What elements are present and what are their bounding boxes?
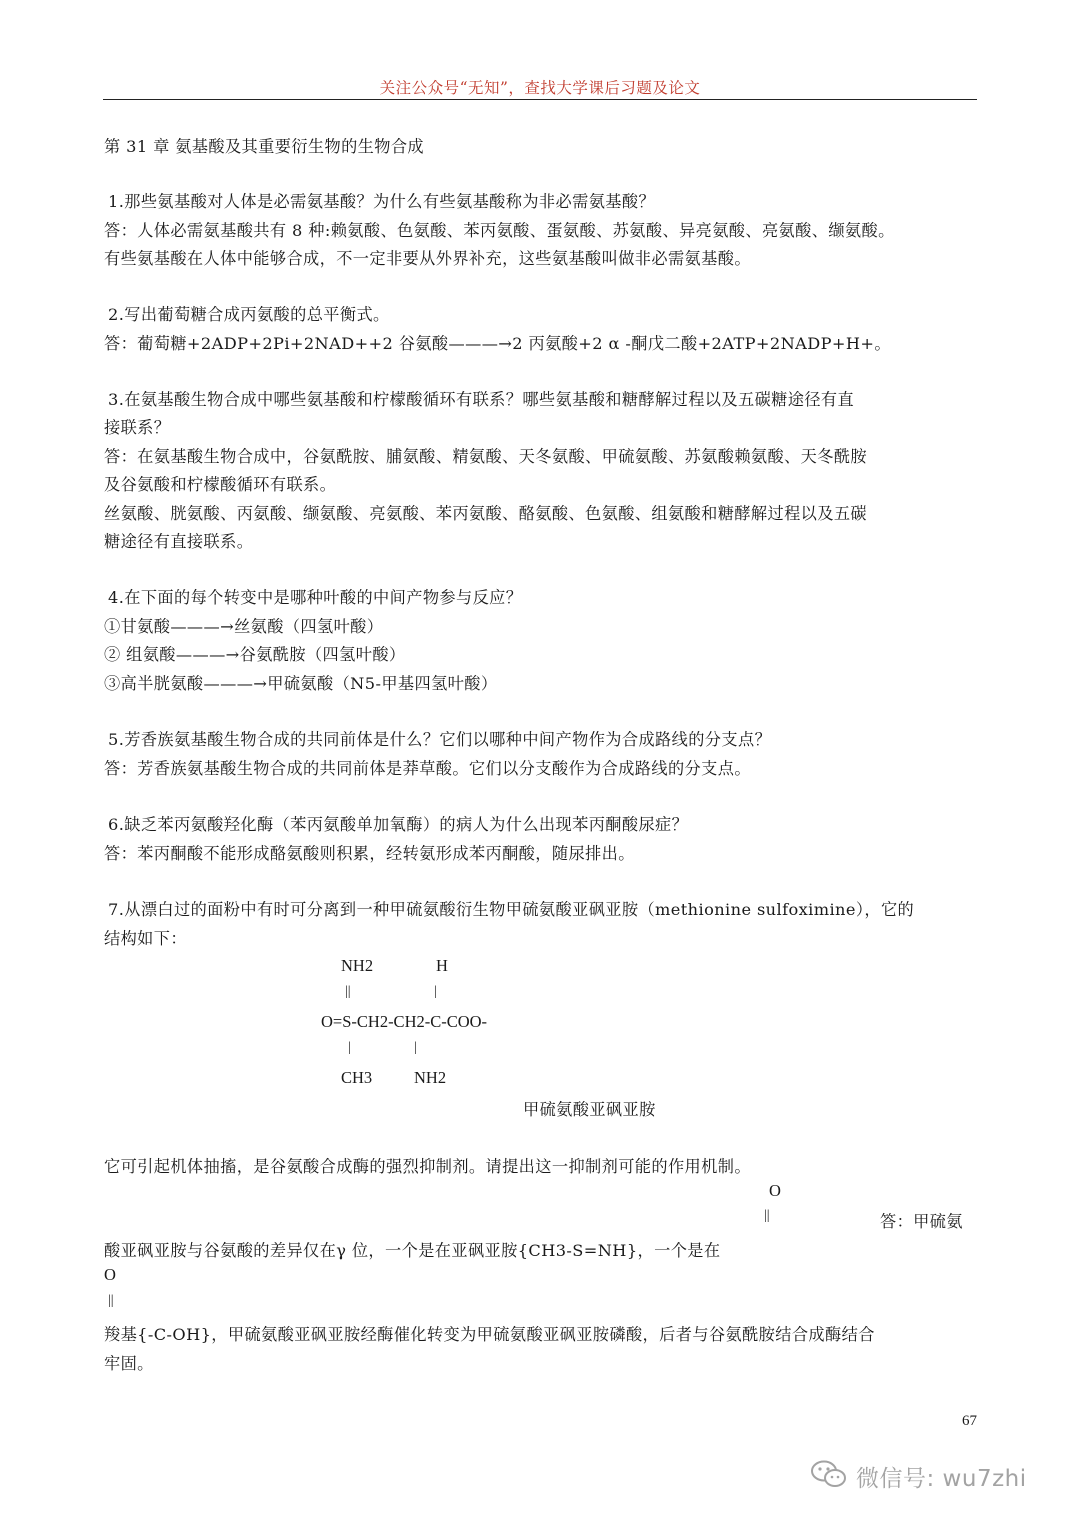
- q4-item-2: ② 组氨酸———→谷氨酰胺（四氢叶酸）: [104, 645, 406, 664]
- formula-caption: 甲硫氨酸亚砜亚胺: [523, 1100, 656, 1119]
- q3-answer-line2: 及谷氨酸和柠檬酸循环有联系。: [104, 475, 337, 494]
- formula-single-bond-right: |: [414, 1040, 417, 1055]
- formula-single-bond-left: |: [348, 1040, 351, 1055]
- q4-question: 4.在下面的每个转变中是哪种叶酸的中间产物参与反应？: [108, 588, 523, 607]
- q3-question-line1: 3.在氨基酸生物合成中哪些氨基酸和柠檬酸循环有联系？哪些氨基酸和糖酵解过程以及五碳糖途径有直: [108, 390, 855, 409]
- q5-answer: 答：芳香族氨基酸生物合成的共同前体是莽草酸。它们以分支酸作为合成路线的分支点。: [104, 759, 751, 778]
- carbonyl-o-label: O: [769, 1181, 781, 1200]
- q7-question-line1: 7.从漂白过的面粉中有时可分离到一种甲硫氨酸衍生物甲硫氨酸亚砜亚胺（methionine sulfoximine），它的: [108, 900, 915, 919]
- q3-question-line2: 接联系？: [104, 418, 171, 437]
- formula-double-bond: ||: [345, 984, 351, 999]
- formula-single-bond-top: |: [434, 984, 437, 999]
- q3-answer-line3: 丝氨酸、胱氨酸、丙氨酸、缬氨酸、亮氨酸、苯丙氨酸、酪氨酸、色氨酸、组氨酸和糖酵解过程以及五碳: [104, 504, 868, 523]
- chapter-title: 第 31 章 氨基酸及其重要衍生物的生物合成: [104, 137, 425, 156]
- q2-question: 2.写出葡萄糖合成丙氨酸的总平衡式。: [108, 305, 390, 324]
- q7-paragraph-4: 牢固。: [104, 1354, 154, 1373]
- watermark-text: 微信号: wu7zhi: [856, 1466, 1027, 1492]
- reaction-arrow: ———→: [448, 334, 513, 353]
- q4-item-3: ③高半胱氨酸———→甲硫氨酸（N5-甲基四氢叶酸）: [104, 674, 498, 693]
- q3-answer-line4: 糖途径有直接联系。: [104, 532, 254, 551]
- q1-answer-line2: 有些氨基酸在人体中能够合成，不一定非要从外界补充，这些氨基酸叫做非必需氨基酸。: [104, 249, 751, 268]
- q6-question: 6.缺乏苯丙氨酸羟化酶（苯丙氨酸单加氧酶）的病人为什么出现苯丙酮酸尿症？: [108, 815, 689, 834]
- q2-answer: [104, 330, 891, 354]
- formula-h-top: H: [436, 956, 448, 975]
- q7-paragraph-1: 它可引起机体抽搐，是谷氨酸合成酶的强烈抑制剂。请提出这一抑制剂可能的作用机制。: [104, 1157, 751, 1176]
- q1-question: 1.那些氨基酸对人体是必需氨基酸？为什么有些氨基酸称为非必需氨基酸？: [108, 192, 656, 211]
- q7-answer-start: 答：甲硫氨: [880, 1212, 963, 1231]
- formula-main-chain: O=S-CH2-CH2-C-COO-: [321, 1012, 488, 1031]
- page-number: 67: [962, 1413, 977, 1429]
- q6-answer: 答：苯丙酮酸不能形成酪氨酸则积累，经转氨形成苯丙酮酸，随尿排出。: [104, 844, 635, 863]
- q7-paragraph-2: 酸亚砜亚胺与谷氨酸的差异仅在γ 位，一个是在亚砜亚胺{CH3-S=NH}，一个是在: [104, 1241, 721, 1260]
- carbonyl-double-bond: ||: [764, 1208, 770, 1223]
- q7-paragraph-3: 羧基{-C-OH}，甲硫氨酸亚砜亚胺经酶催化转变为甲硫氨酸亚砜亚胺磷酸，后者与谷氨酰胺结合成酶结合: [104, 1325, 875, 1344]
- q1-answer-line1: 答：人体必需氨基酸共有 8 种:赖氨酸、色氨酸、苯丙氨酸、蛋氨酸、苏氨酸、异亮氨酸、亮氨酸、缬氨酸。: [104, 221, 895, 240]
- carboxyl-o-label: O: [104, 1265, 116, 1284]
- q3-answer-line1: 答：在氨基酸生物合成中，谷氨酰胺、脯氨酸、精氨酸、天冬氨酸、甲硫氨酸、苏氨酸赖氨酸、天冬酰胺: [104, 447, 868, 466]
- formula-ch3: CH3: [341, 1068, 373, 1087]
- wechat-icon: [810, 1459, 848, 1489]
- header-rule: [103, 99, 977, 100]
- formula-nh2-bottom: NH2: [414, 1068, 447, 1087]
- q5-question: 5.芳香族氨基酸生物合成的共同前体是什么？它们以哪种中间产物作为合成路线的分支点？: [108, 730, 772, 749]
- q4-item-1: ①甘氨酸———→丝氨酸（四氢叶酸）: [104, 617, 384, 636]
- q2-answer-left: 答：葡萄糖+2ADP+2Pi+2NAD++2 谷氨酸: [104, 334, 449, 353]
- q2-answer-right: 2 丙氨酸+2 α -酮戊二酸+2ATP+2NADP+H+。: [512, 334, 891, 353]
- page-header: 关注公众号“无知”，查找大学课后习题及论文: [379, 79, 701, 97]
- formula-nh2-top: NH2: [341, 956, 374, 975]
- carboxyl-double-bond: ||: [108, 1293, 114, 1308]
- q7-question-line2: 结构如下：: [104, 929, 187, 948]
